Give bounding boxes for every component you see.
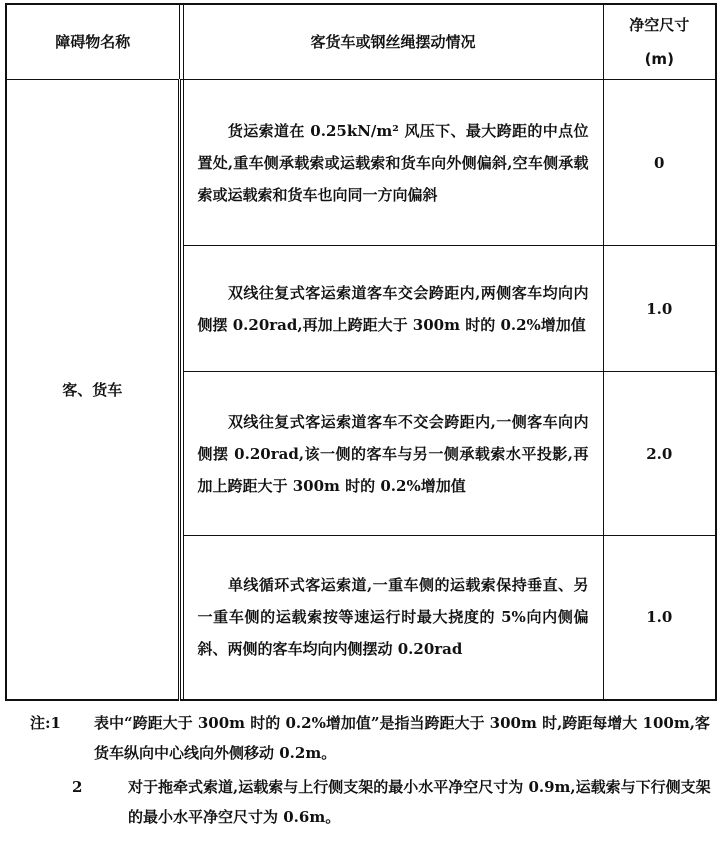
condition-text: 双线往复式客运索道客车不交会跨距内,一侧客车向内侧摆 0.20rad,该一侧的客车与另一侧承载索水平投影,再加上跨距大于 300m 时的 0.2%增加值 bbox=[197, 412, 589, 495]
condition-cell bbox=[183, 80, 603, 246]
note-item bbox=[30, 708, 720, 768]
clearance-table bbox=[5, 3, 717, 701]
header-clearance bbox=[603, 4, 716, 80]
condition-cell bbox=[183, 536, 603, 700]
condition-text: 单线循环式客运索道,一重车侧的运载索保持垂直、另一重车侧的运载索按等速运行时最大挠度的 5%向内侧偏斜、两侧的客车均向内侧摆动 0.20rad bbox=[197, 576, 589, 659]
note-number: 2 bbox=[72, 778, 83, 796]
condition-cell bbox=[183, 372, 603, 536]
note-number: 1 bbox=[50, 714, 61, 732]
table-row bbox=[6, 80, 716, 246]
header-clearance-unit: (m) bbox=[644, 50, 674, 68]
obstacle-name-cell: 客、货车 bbox=[6, 80, 179, 700]
table-notes bbox=[30, 708, 720, 832]
clearance-value: 1.0 bbox=[603, 536, 716, 700]
condition-text: 货运索道在 0.25kN/m² 风压下、最大跨距的中点位置处,重车侧承载索或运载索和货车向外侧偏斜,空车侧承载索或运载索和货车也向同一方向偏斜 bbox=[197, 121, 589, 204]
clearance-table-container bbox=[5, 3, 715, 701]
header-row bbox=[6, 4, 716, 80]
clearance-value: 2.0 bbox=[603, 372, 716, 536]
clearance-value: 0 bbox=[603, 80, 716, 246]
note-text: 对于拖牵式索道,运载索与上行侧支架的最小水平净空尺寸为 0.9m,运载索与下行侧支架的最小水平净空尺寸为 0.6m。 bbox=[128, 778, 711, 826]
note-text: 表中“跨距大于 300m 时的 0.2%增加值”是指当跨距大于 300m 时,跨距每增大 100m,客货车纵向中心线向外侧移动 0.2m。 bbox=[94, 714, 710, 762]
condition-text: 双线往复式客运索道客车交会跨距内,两侧客车均向内侧摆 0.20rad,再加上跨距大于 300m 时的 0.2%增加值 bbox=[197, 283, 589, 334]
condition-cell bbox=[183, 246, 603, 372]
note-item bbox=[30, 772, 720, 832]
note-label: 注: bbox=[30, 714, 51, 732]
note-prefix bbox=[30, 708, 94, 768]
header-clearance-label: 净空尺寸 bbox=[629, 16, 690, 34]
header-condition: 客货车或钢丝绳摆动情况 bbox=[183, 4, 603, 80]
header-obstacle: 障碍物名称 bbox=[6, 4, 179, 80]
clearance-value: 1.0 bbox=[603, 246, 716, 372]
